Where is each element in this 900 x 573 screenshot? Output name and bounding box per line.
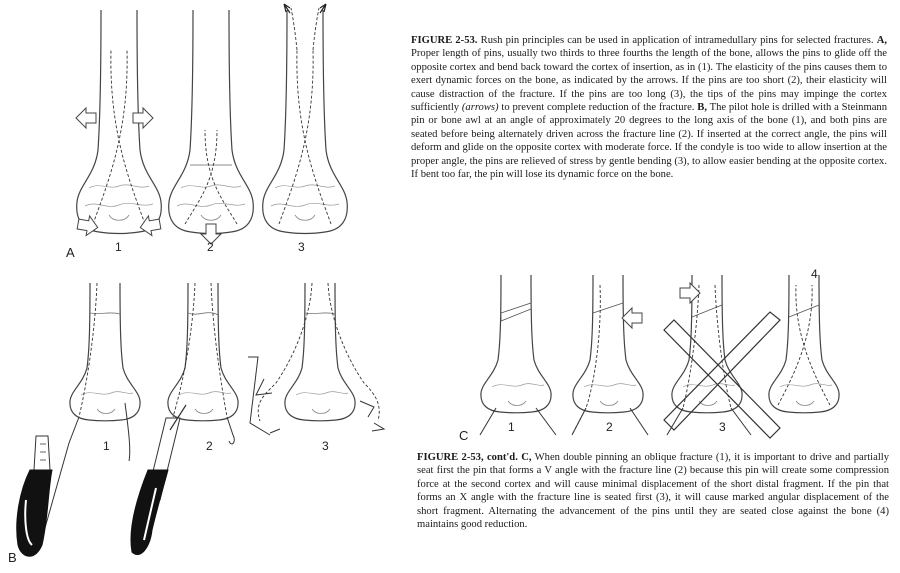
figure-number: FIGURE 2-53. — [411, 35, 478, 46]
caption-c-text: When double pinning an oblique fracture (1), it is important to drive and partially seat first the pin that forms a V angle with the fracture line (2) because this pin will create some compression force at the second cortex and will cause minimal displacement of the short distal fragment. If the pin that forms an X angle with the fracture line is seated first (3), it will cause marked angular displacement of the short fragment. Alternating the advancement of the pins until they are seated close against the bone (4) maintains good reduction. — [417, 452, 890, 531]
panel-b-sublabel-3: 3 — [322, 439, 329, 453]
figure-number-contd: FIGURE 2-53, cont'd. — [417, 452, 518, 463]
panel-a-sublabel-1: 1 — [115, 240, 122, 254]
panel-c-arrow-2 — [622, 308, 642, 328]
panel-b-bone-3 — [248, 283, 384, 435]
panel-label-a: A — [66, 245, 75, 260]
panel-a-bone-2 — [169, 10, 254, 234]
panel-b-bone-1 — [43, 283, 140, 535]
caption-c-part-c: C, — [521, 452, 532, 463]
panel-b-sublabel-1: 1 — [103, 439, 110, 453]
panel-c-sublabel-3: 3 — [719, 420, 726, 434]
panel-label-c: C — [459, 428, 469, 443]
caption-a-part-b: B, — [697, 102, 707, 114]
caption-a-text-4: The pilot hole is drilled with a Steinmann pin or bone awl at an angle of approximately 20 degrees to the long axis of the bone (1), and both pins are seated before being alternately driven across the fracture line (2). If inserted at the correct angle, the pins will deform and glide on the opposite cortex with moderate force. If the condyle is too wide to allow insertion at the proper angle, the pins are relieved of stress by gentle bending (3), to allow easier bending at the opposite cortex. If bent too far, the pin will lose its dynamic force on the bone. — [411, 102, 887, 181]
bone-awl-handle — [17, 436, 52, 556]
panel-a-bone-3 — [263, 8, 348, 234]
caption-a-part-a: A, — [876, 35, 887, 46]
panel-a-sublabel-2: 2 — [207, 240, 214, 254]
panel-c-sublabel-4: 4 — [811, 267, 818, 281]
caption-a-text-3: to prevent complete reduction of the fracture. — [498, 102, 698, 114]
pin-driver — [131, 405, 186, 555]
panel-c-bone-4 — [769, 275, 839, 413]
panel-b-sublabel-2: 2 — [206, 439, 213, 453]
panel-c-sublabel-2: 2 — [606, 420, 613, 434]
panel-c-bone-2 — [572, 275, 648, 435]
figure-caption-c — [417, 451, 889, 531]
figure-caption-a — [411, 34, 887, 181]
panel-c-sublabel-1: 1 — [508, 420, 515, 434]
panel-c-bone-1 — [480, 275, 556, 435]
panel-label-b: B — [8, 550, 17, 565]
caption-a-arrows: (arrows) — [461, 102, 499, 114]
caption-a-text-2: Proper length of pins, usually two thirds to three fourths the length of the bone, allows the pins to glide off the opposite cortex and bend back toward the cortex of insertion, as in (1). The elasticity of the pins causes them to exert dynamic forces on the bone, as indicated by the arrows. If the pins are too short (2), their elasticity will cause distraction of the fracture. If the pins are too long (3), the tips of the pins may impinge the cortex sufficiently — [411, 48, 887, 114]
panel-a-sublabel-3: 3 — [298, 240, 305, 254]
caption-a-text-1: Rush pin principles can be used in application of intramedullary pins for selected fractures. — [477, 35, 877, 46]
